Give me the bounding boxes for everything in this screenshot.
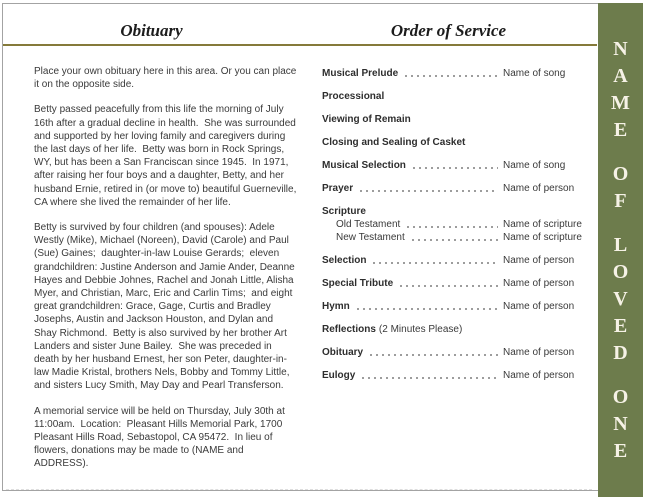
- order-item-label: New Testament: [336, 232, 405, 243]
- order-subitem: [322, 218, 581, 231]
- order-item: [322, 205, 581, 218]
- dot-leader: [398, 277, 498, 288]
- banner-letter: D: [613, 342, 628, 364]
- order-item-block: [322, 300, 581, 313]
- order-item-note: (2 Minutes Please): [378, 324, 463, 335]
- banner-letter: N: [613, 413, 628, 435]
- dot-leader: [411, 159, 498, 170]
- banner-letter: F: [614, 190, 627, 212]
- order-item-block: [322, 113, 581, 126]
- order-item-label: Hymn: [322, 301, 350, 312]
- banner-letter: O: [612, 261, 629, 283]
- dot-leader: [355, 300, 498, 311]
- dot-leader: [368, 346, 498, 357]
- order-item-value: Name of scripture: [503, 232, 582, 243]
- loved-one-name-banner: [598, 3, 643, 497]
- order-item-block: [322, 136, 581, 149]
- order-of-service-title: Order of Service: [390, 21, 507, 40]
- order-item-label: Reflections: [322, 324, 376, 335]
- banner-letter: O: [612, 163, 629, 185]
- dot-leader: [410, 231, 498, 242]
- order-item: [322, 136, 581, 149]
- order-item-label: Prayer: [322, 183, 354, 194]
- order-of-service-column: [305, 46, 597, 490]
- dot-leader: [405, 218, 498, 229]
- page-inner: [3, 4, 597, 490]
- fold-guide-line: [6, 489, 592, 490]
- dot-leader: [403, 67, 498, 78]
- order-item-value: Name of person: [503, 301, 575, 312]
- banner-letter: V: [613, 288, 628, 310]
- order-item: [322, 90, 581, 103]
- order-item-block: [322, 159, 581, 172]
- order-item: [322, 346, 581, 359]
- order-item-label: Obituary: [322, 347, 364, 358]
- banner-letter: L: [613, 234, 628, 256]
- order-item: [322, 182, 581, 195]
- order-item-label: Viewing of Remain: [322, 114, 411, 125]
- order-item-value: Name of person: [503, 278, 575, 289]
- page-content: [3, 46, 597, 490]
- dot-leader: [358, 182, 498, 193]
- order-item: [322, 113, 581, 126]
- order-item-block: [322, 277, 581, 290]
- banner-word: [598, 161, 643, 215]
- banner-letter: A: [613, 65, 628, 87]
- obituary-paragraph: A memorial service will be held on Thursday, July 30th at 11:00am. Location: Pleasant Hills Memorial Park, 1700 Pleasant Hills Road, Sebastopol, CA 95472. In lieu of flowers, donations may be made to (NAME and ADDRESS).: [34, 405, 288, 470]
- order-item-value: Name of scripture: [503, 219, 582, 230]
- banner-letter: O: [612, 386, 629, 408]
- order-item-block: [322, 369, 581, 382]
- obituary-paragraph: Place your own obituary here in this area. Or you can place it on the opposite side.: [34, 66, 300, 91]
- order-item-block: [322, 205, 581, 244]
- dot-leader: [371, 254, 498, 265]
- banner-letter: M: [611, 92, 630, 114]
- banner-letter: E: [613, 119, 628, 141]
- order-item-value: Name of person: [503, 255, 575, 266]
- order-item: [322, 159, 581, 172]
- banner-word: [598, 384, 643, 465]
- order-item-value: Name of person: [503, 370, 575, 381]
- obituary-title: Obituary: [120, 21, 183, 40]
- banner-word: [598, 36, 643, 144]
- order-item-value: Name of person: [503, 347, 575, 358]
- order-item: [322, 300, 581, 313]
- order-item-block: [322, 67, 581, 80]
- order-item-label: Old Testament: [336, 219, 401, 230]
- order-item-label: Special Tribute: [322, 278, 394, 289]
- obituary-paragraph: Betty is survived by four children (and spouses): Adele Westly (Mike), Michael (Noreen), David (Carole) and Paul (Sue) Gaines; daughter-in-law Louise Gerards; eleven grandchildren: Justine Anderson and Jamie Ander, Deanne Hayes and Debbie Johnes, Rachel and Jonah Little, Alisha Myer, and Christian, Marc, Eric and Carlin Tims; and eight great grandchildren: Grace, Gage, Curtis and Bradley Josephs, Austin and Jackson Houston, and Dylan and Shay Richmond. Betty is also survived by her brother Art Landers and sister June Bailey. She was preceded in death by her husband Ernest, her son Peter, daughter-in-law Madie Kristal, brothers Nels, Bobby and Tommy Little, and sisters Lucy Smith, May Day and Pearl Transferson.: [34, 222, 298, 392]
- order-item-label: Eulogy: [322, 370, 356, 381]
- order-item-label: Closing and Sealing of Casket: [322, 137, 466, 148]
- order-item: [322, 277, 581, 290]
- header-divider: [3, 4, 597, 46]
- order-item-block: [322, 182, 581, 195]
- dot-leader: [360, 369, 498, 380]
- banner-letter: E: [613, 440, 628, 462]
- order-item-block: [322, 346, 581, 359]
- order-item-block: [322, 323, 581, 336]
- order-item: [322, 67, 581, 80]
- order-item-value: Name of song: [503, 68, 566, 79]
- order-item: [322, 369, 581, 382]
- order-item: [322, 254, 581, 267]
- order-item-label: Musical Prelude: [322, 68, 399, 79]
- banner-letter: N: [613, 38, 628, 60]
- obituary-column: [3, 46, 305, 490]
- program-page: [2, 3, 643, 491]
- order-item-label: Processional: [322, 91, 385, 102]
- order-item-label: Scripture: [322, 206, 366, 217]
- order-item-block: [322, 90, 581, 103]
- order-item-value: Name of person: [503, 183, 575, 194]
- order-item-block: [322, 254, 581, 267]
- obituary-paragraph: Betty passed peacefully from this life the morning of July 16th after a gradual decline in health. She was surrounded and supported by her loving family and caregivers during the last days of her life. Betty was born in Rock Springs, WY, but has been a San Franciscan since 1945. In 1971, after raising her four boys and a daughter, Betty, and her husband Ernie, retired in (or move to) beautiful Guerneville, CA where she lived the remainder of her life.: [34, 104, 300, 208]
- order-item: [322, 323, 581, 336]
- order-item-label: Selection: [322, 255, 367, 266]
- banner-word: [598, 232, 643, 367]
- order-subitem: [322, 231, 581, 244]
- order-item-label: Musical Selection: [322, 160, 406, 171]
- order-item-value: Name of song: [503, 160, 566, 171]
- banner-letter: E: [613, 315, 628, 337]
